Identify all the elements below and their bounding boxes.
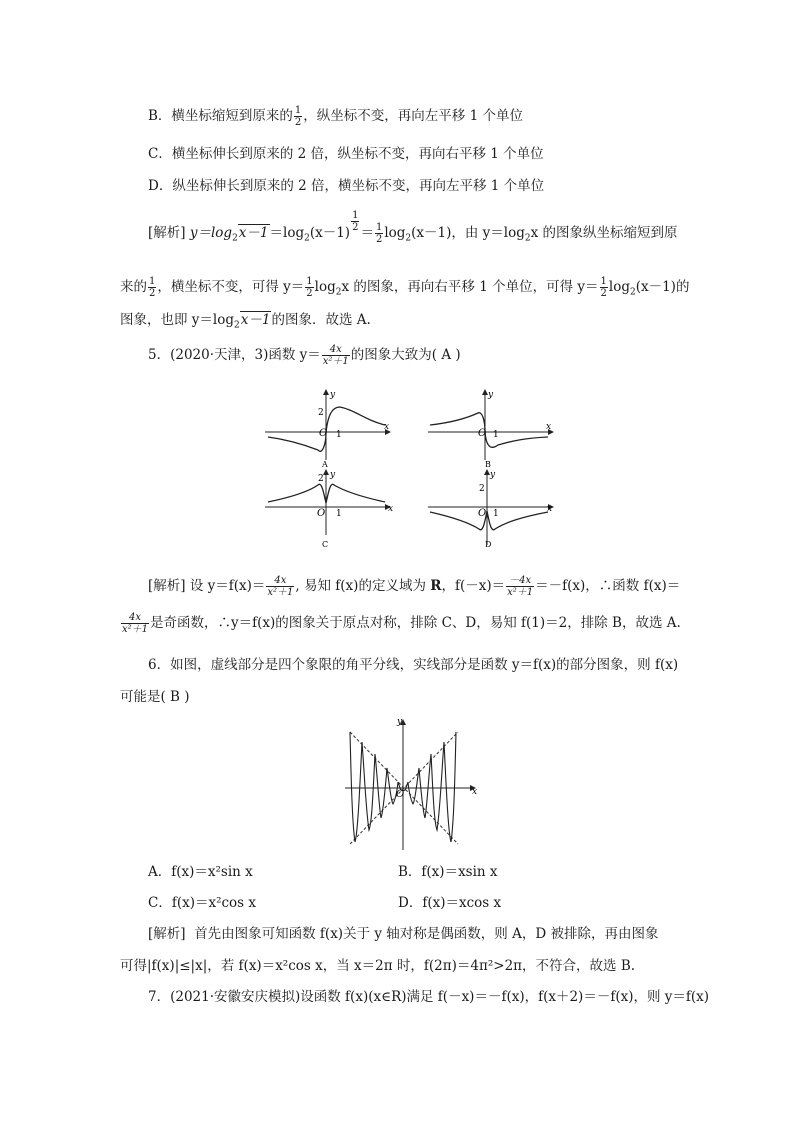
svg-text:y: y: [397, 717, 403, 727]
svg-text:x: x: [472, 787, 478, 797]
svg-text:x: x: [546, 422, 552, 432]
svg-text:1: 1: [336, 509, 342, 519]
graph-d: [428, 470, 553, 549]
q6-option-b: B．f(x)＝xsin x: [398, 864, 498, 880]
svg-text:x: x: [547, 504, 553, 514]
svg-text:y: y: [330, 390, 336, 400]
analysis-q4-line2: 来的 $\frac{1}{2}$ ，横坐标不变，可得 y＝ $\frac{1}{2}$ $\log_2x$ 的图象，再向右平移 1 个单位，可得 y＝ $\frac{1}{2}$ $\log_2(x-1)$的: [120, 276, 690, 299]
analysis-q6-line1: [解析] 首先由图象可知函数 f(x)关于 y 轴对称是偶函数，则 A，D 被排除，再由图象: [148, 926, 659, 942]
curve-b: [430, 413, 548, 448]
analysis-q4-line1: [解析] $y=\log_2x-1=\log_2(x-1)$ $\frac{1}{2}$ ＝ $\frac{1}{2}$ $\log_2(x-1)$，由 $y=\log_2x$ 的图象纵坐标缩短到原: [148, 210, 678, 245]
svg-text:1: 1: [493, 509, 499, 519]
q6-graph: [0, 712, 794, 852]
svg-text:O: O: [478, 428, 487, 439]
curve-d: [430, 511, 548, 530]
q6-option-a: A．f(x)＝x²sin x: [148, 864, 253, 880]
question-6-line2: 可能是( B ): [120, 689, 190, 705]
svg-text:A: A: [322, 460, 328, 469]
q6-option-d: D．f(x)＝xcos x: [398, 895, 502, 911]
graph-b: [428, 390, 553, 469]
question-7: 7．(2021·安徽安庆模拟)设函数 f(x)(x∈R)满足 f(－x)＝－f(x)，f(x＋2)＝－f(x)，则 y＝f(x): [148, 989, 710, 1005]
svg-text:y: y: [330, 470, 336, 480]
analysis-q6-line2: 可得|f(x)|≤|x|，若 f(x)＝x²cos x，当 x＝2π 时，f(2π)＝4π²>2π，不符合，故选 B.: [120, 958, 636, 974]
svg-text:1: 1: [493, 430, 499, 440]
svg-text:O: O: [396, 789, 405, 800]
graph-a: [265, 390, 390, 469]
option-d: D．纵坐标伸长到原来的 2 倍，横坐标不变，再向左平移 1 个单位: [148, 178, 545, 194]
option-b: B．横坐标缩短到原来的 $\frac{1}{2}$ ，纵坐标不变，再向左平移 1 个单位: [148, 105, 523, 128]
svg-text:2: 2: [318, 474, 324, 484]
analysis-q4-line3: 图象，也即 $y=\log_2x-1$的图象．故选 A.: [120, 312, 371, 331]
question-6-line1: 6．如图，虚线部分是四个象限的角平分线，实线部分是函数 y＝f(x)的部分图象，则 f(x): [148, 657, 679, 673]
option-c: C．横坐标伸长到原来的 2 倍，纵坐标不变，再向右平移 1 个单位: [148, 146, 544, 162]
svg-text:C: C: [322, 540, 329, 549]
svg-text:x: x: [388, 504, 394, 514]
svg-text:1: 1: [336, 430, 342, 440]
svg-text:x: x: [384, 422, 390, 432]
svg-text:O: O: [317, 508, 326, 519]
analysis-q5-line1: [解析] 设 y＝f(x)＝ $\frac{4x}{\text{x²＋1}}$ , 易知 f(x)的定义域为 R，f(－x)＝ $\frac{-4x}{\text{x²＋1}}$ ＝－f(x)，∴函数 f(x)＝: [148, 575, 681, 598]
svg-text:O: O: [319, 428, 328, 439]
svg-text:O: O: [478, 508, 487, 519]
analysis-q5-line2: $\frac{4x}{\text{x²＋1}}$ 是奇函数，∴y＝f(x)的图象关于原点对称，排除 C、D，易知 f(1)＝2，排除 B，故选 A.: [122, 612, 681, 635]
svg-text:D: D: [485, 540, 492, 549]
svg-text:y: y: [488, 390, 494, 400]
svg-text:B: B: [485, 460, 491, 469]
q5-graphs: [0, 385, 794, 585]
svg-text:2: 2: [479, 484, 485, 494]
q6-option-c: C．f(x)＝x²cos x: [148, 895, 257, 911]
graph-c: [265, 470, 393, 549]
svg-text:2: 2: [318, 408, 324, 418]
question-5: 5．(2020·天津，3)函数 y＝ $\frac{4x}{\text{x²＋1}}$ 的图象大致为( A ): [148, 344, 461, 367]
svg-text:y: y: [490, 470, 496, 480]
